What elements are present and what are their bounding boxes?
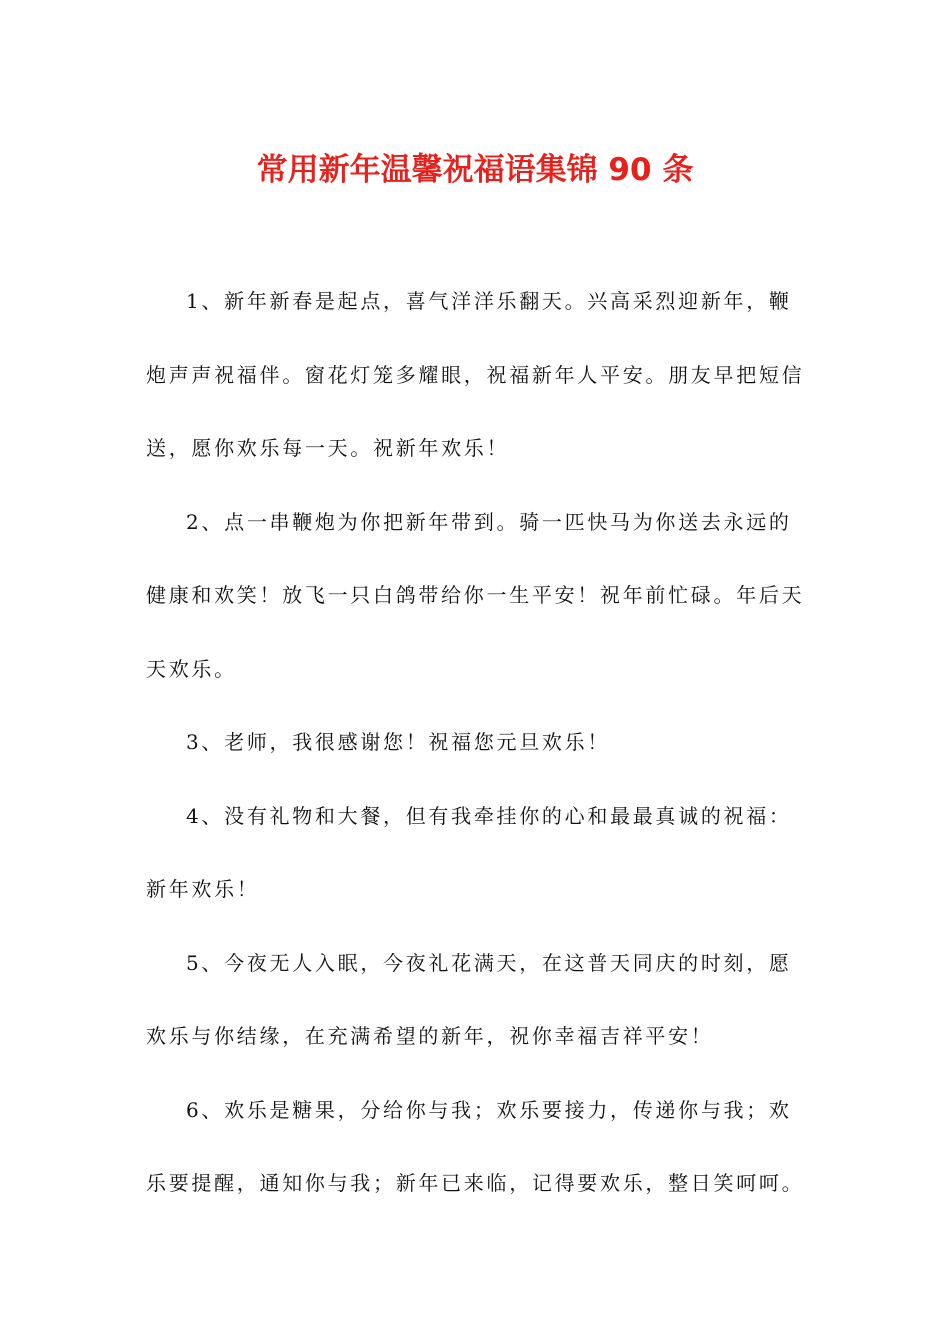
paragraph-6: 6、欢乐是糖果，分给你与我；欢乐要接力，传递你与我；欢乐要提醒，通知你与我；新年已来临，记得要欢乐，整日笑呵呵。 bbox=[146, 1097, 805, 1195]
document-title: 常用新年温馨祝福语集锦 90 条 bbox=[256, 152, 694, 188]
paragraph-4: 4、没有礼物和大餐，但有我牵挂你的心和最最真诚的祝福：新年欢乐！ bbox=[146, 803, 792, 901]
paragraph-5: 5、今夜无人入眠，今夜礼花满天，在这普天同庆的时刻，愿欢乐与你结缘，在充满希望的新年，祝你幸福吉祥平安！ bbox=[146, 950, 792, 1048]
paragraph-2: 2、点一串鞭炮为你把新年带到。骑一匹快马为你送去永远的健康和欢笑！放飞一只白鸽带给你一生平安！祝年前忙碌。年后天天欢乐。 bbox=[146, 509, 805, 681]
paragraph-1: 1、新年新春是起点，喜气洋洋乐翻天。兴高采烈迎新年，鞭炮声声祝福伴。窗花灯笼多耀眼，祝福新年人平安。朋友早把短信送，愿你欢乐每一天。祝新年欢乐！ bbox=[146, 289, 805, 460]
paragraph-3: 3、老师，我很感谢您！祝福您元旦欢乐！ bbox=[186, 730, 611, 754]
document-body bbox=[146, 265, 806, 1221]
